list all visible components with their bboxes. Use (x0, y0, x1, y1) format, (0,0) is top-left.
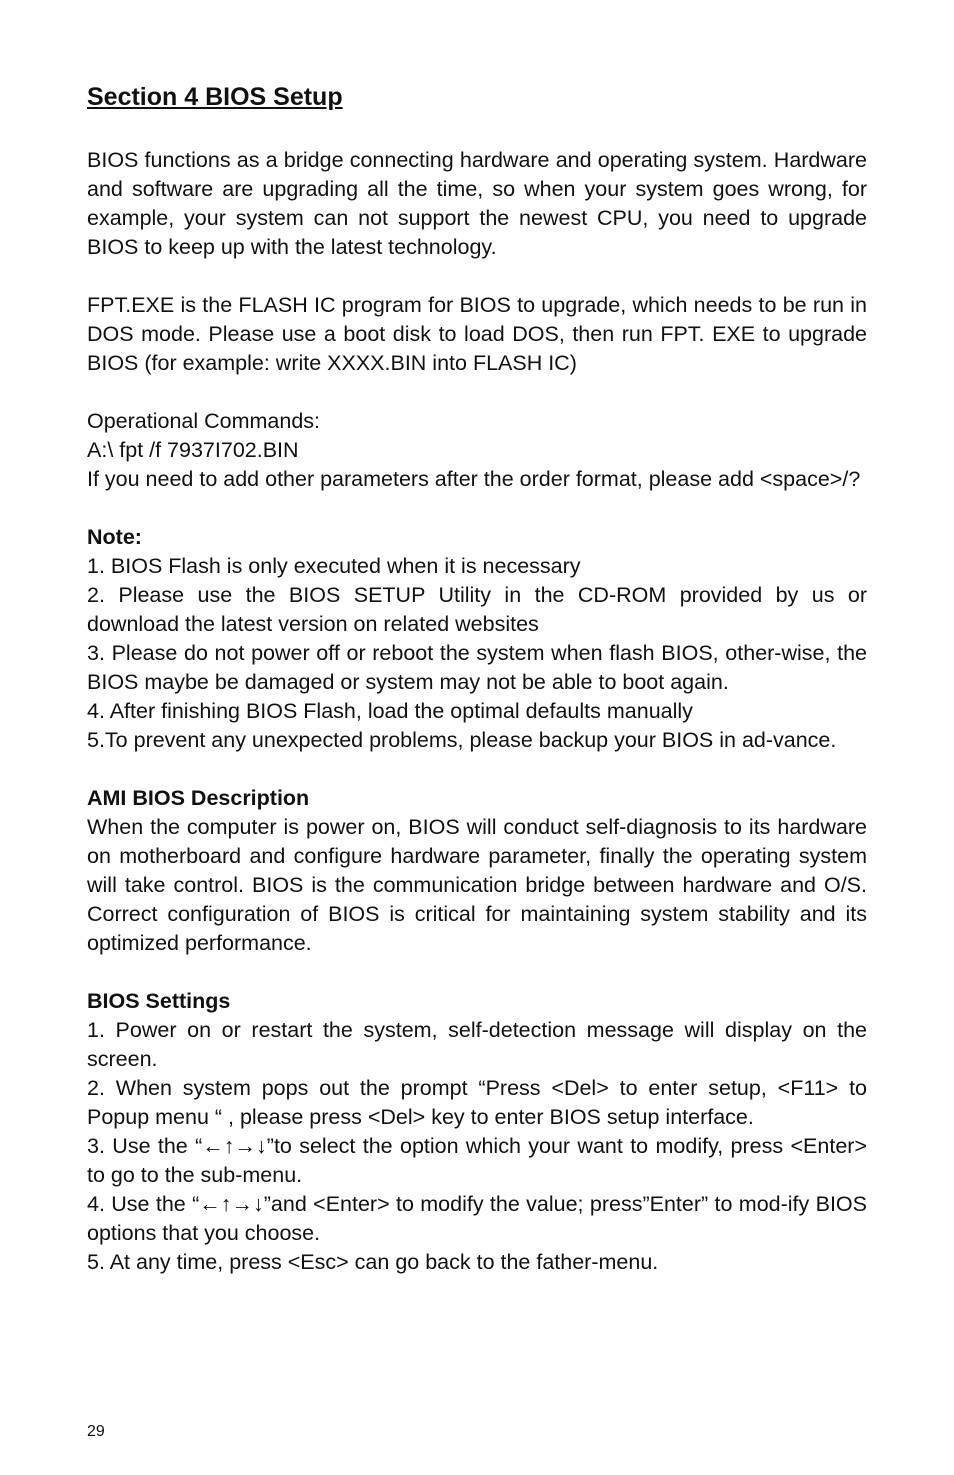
spacer (87, 262, 867, 291)
note-item: 1. BIOS Flash is only executed when it is necessary (87, 554, 581, 578)
command-line: A:\ fpt /f 7937I702.BIN (87, 438, 299, 462)
page-number: 29 (87, 1423, 105, 1440)
ami-heading: AMI BIOS Description (87, 786, 310, 810)
settings-item: 3. Use the “←↑→↓”to select the option which your want to modify, press <Enter> to go to the sub-menu. (87, 1134, 867, 1187)
note-item: 4. After finishing BIOS Flash, load the optimal defaults manually (87, 699, 693, 723)
settings-item: 4. Use the “←↑→↓”and <Enter> to modify the value; press”Enter” to mod-ify BIOS options that you choose. (87, 1192, 867, 1245)
note-item: 3. Please do not power off or reboot the system when flash BIOS, other-wise, the BIOS maybe be damaged or system may not be able to boot again. (87, 641, 867, 694)
commands-label: Operational Commands: (87, 409, 321, 433)
intro-paragraph: BIOS functions as a bridge connecting hardware and operating system. Hardware and software are upgrading all the time, so when your system goes wrong, for example, your system can not support the newest CPU, you need to upgrade BIOS to keep up with the latest technology. (87, 148, 867, 259)
note-heading: Note: (87, 525, 142, 549)
settings-item: 1. Power on or restart the system, self-detection message will display on the screen. (87, 1018, 867, 1071)
fpt-paragraph: FPT.EXE is the FLASH IC program for BIOS to upgrade, which needs to be run in DOS mode. Please use a boot disk to load DOS, then run FPT. EXE to upgrade BIOS (for example: write XXXX.BIN into FLASH IC) (87, 293, 867, 375)
params-note: If you need to add other parameters after the order format, please add <space>/? (87, 467, 861, 491)
settings-item: 5. At any time, press <Esc> can go back to the father-menu. (87, 1250, 659, 1274)
spacer (87, 378, 867, 407)
settings-heading: BIOS Settings (87, 989, 231, 1013)
note-item: 5.To prevent any unexpected problems, please backup your BIOS in ad-vance. (87, 728, 837, 752)
note-item: 2. Please use the BIOS SETUP Utility in the CD-ROM provided by us or download the latest version on related websites (87, 583, 867, 636)
spacer (87, 958, 867, 987)
ami-paragraph: When the computer is power on, BIOS will conduct self-diagnosis to its hardware on motherboard and configure hardware parameter, finally the operating system will take control. BIOS is the communication bridge between hardware and O/S. Correct configuration of BIOS is critical for maintaining system stability and its optimized performance. (87, 815, 867, 955)
spacer (87, 755, 867, 784)
settings-item: 2. When system pops out the prompt “Press <Del> to enter setup, <F11> to Popup menu “ , please press <Del> key to enter BIOS setup interface. (87, 1076, 867, 1129)
section-title: Section 4 BIOS Setup (87, 83, 343, 111)
page-content (87, 80, 867, 1277)
spacer (87, 494, 867, 523)
